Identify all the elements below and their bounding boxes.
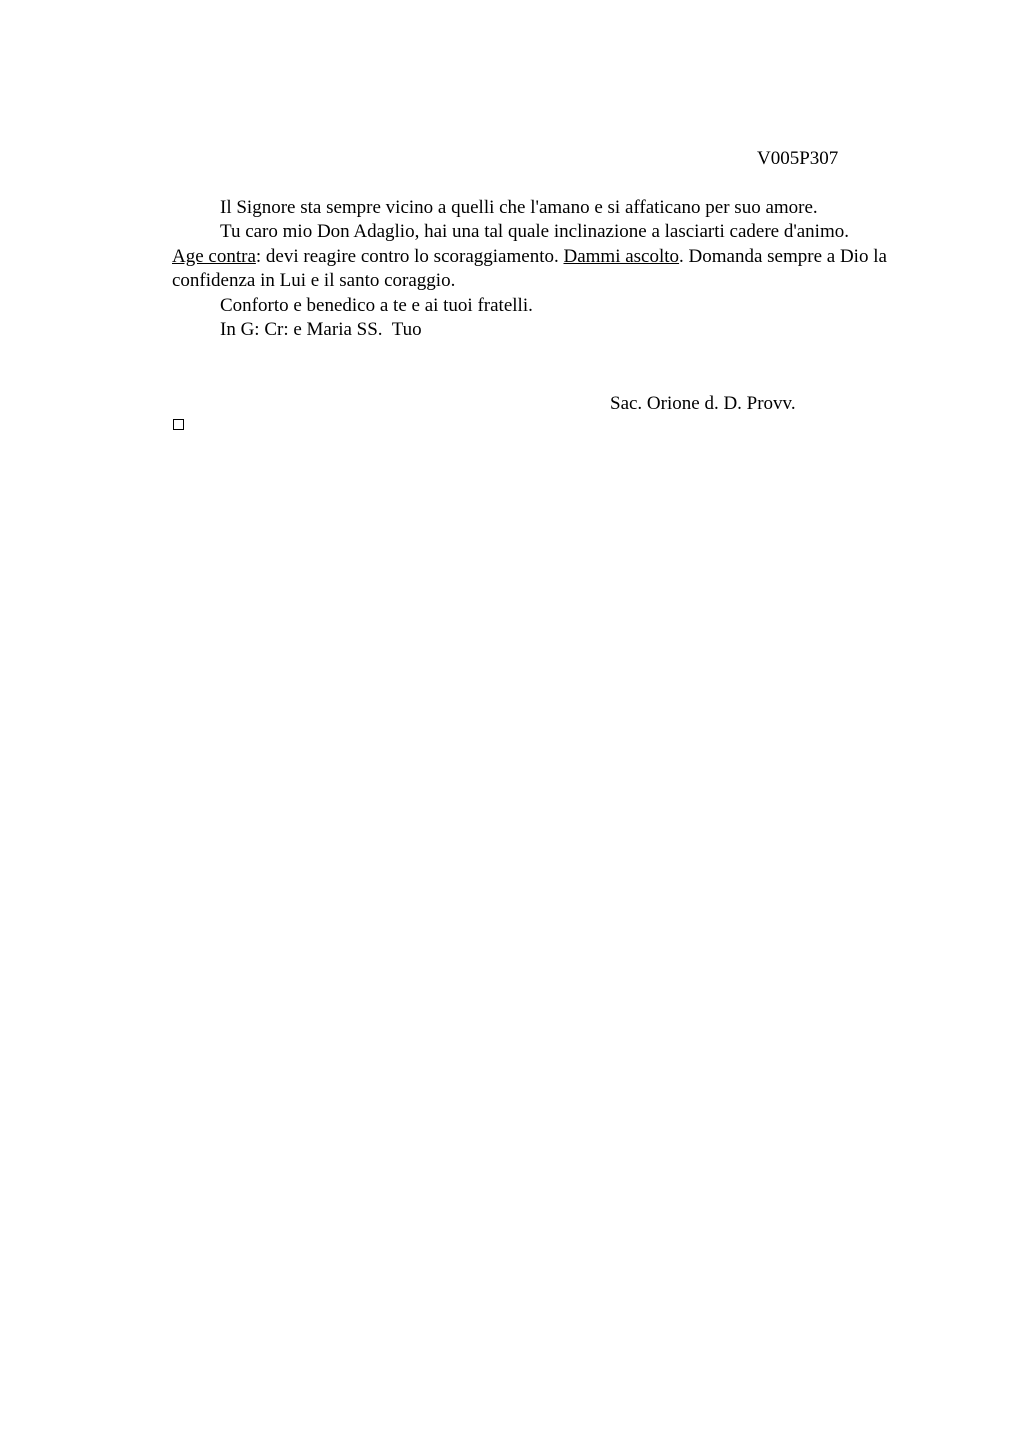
- paragraph-3-text-1: : devi reagire contro lo scoraggiamento.: [255, 245, 564, 267]
- empty-square-icon: [173, 419, 184, 430]
- paragraph-3-text-2: . Domanda sempre a Dio la confidenza in Lui e il santo coraggio.: [172, 245, 887, 292]
- underlined-phrase-age-contra: Age contra: [172, 245, 256, 267]
- paragraph-1: Il Signore sta sempre vicino a quelli che l'amano e si affaticano per suo amore.: [220, 197, 818, 218]
- paragraph-4: Conforto e benedico a te e ai tuoi fratelli.: [220, 294, 533, 316]
- paragraph-2: Tu caro mio Don Adaglio, hai una tal quale inclinazione a lasciarti cadere d'animo.: [220, 221, 849, 243]
- underlined-phrase-dammi-ascolto: Dammi ascolto: [563, 245, 680, 267]
- paragraph-5: In G: Cr: e Maria SS. Tuo: [220, 319, 422, 341]
- paragraph-3: [172, 245, 902, 294]
- letter-body: [172, 196, 902, 342]
- document-id: V005P307: [757, 148, 839, 169]
- signature: Sac. Orione d. D. Provv.: [610, 393, 796, 414]
